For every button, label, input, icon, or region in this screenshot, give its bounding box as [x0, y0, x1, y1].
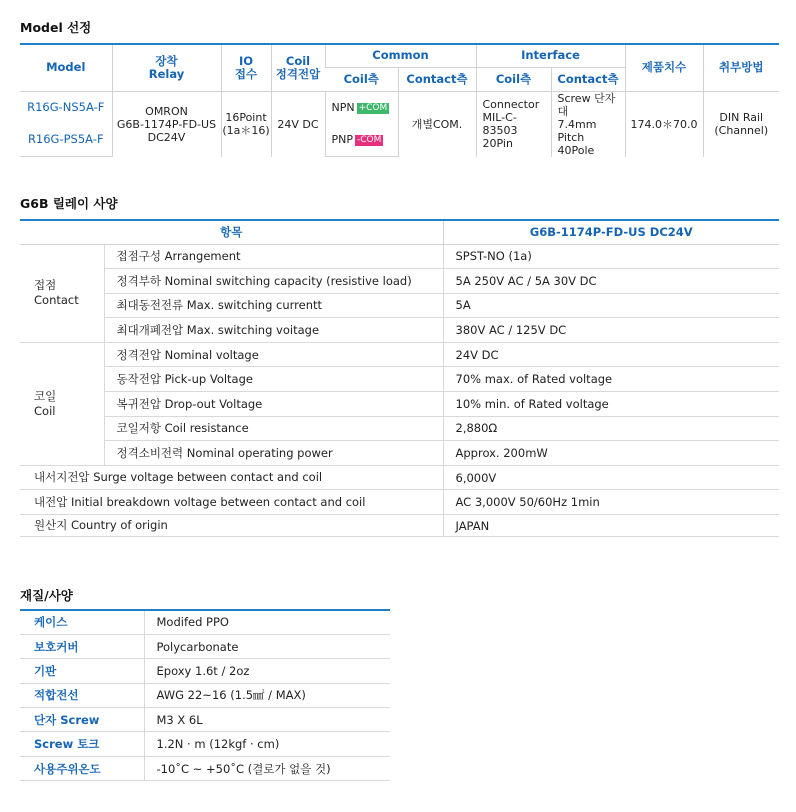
plus-com-badge: +COM	[358, 103, 388, 114]
common-coil-pnp	[325, 124, 398, 157]
interface-coil-cell: Connector MIL-C-83503 20Pin	[476, 91, 551, 157]
header-common-contact: Contact측	[398, 67, 476, 91]
spec-header-value: G6B-1174P-FD-US DC24V	[443, 220, 779, 244]
spec-header-item: 항목	[20, 220, 443, 244]
material-key: 사용주위온도	[20, 756, 144, 780]
spec-item: 정격부하 Nominal switching capacity (resistive load)	[104, 269, 443, 294]
spec-value: 70% max. of Rated voltage	[443, 367, 779, 392]
material-value: 1.2N · m (12kgf · cm)	[144, 732, 390, 756]
header-coil-voltage: Coil 정격전압	[271, 44, 325, 91]
size-cell: 174.0＊70.0	[625, 91, 703, 157]
material-key: 적합전선	[20, 683, 144, 707]
pnp-label: PNP	[331, 133, 353, 147]
material-value: -10˚C ~ +50˚C (결로가 없을 것)	[144, 756, 390, 780]
group-coil: 코일 Coil	[20, 342, 104, 465]
relay-spec-table	[20, 219, 779, 537]
spec-item: 원산지 Country of origin	[20, 515, 443, 537]
npn-label: NPN	[331, 101, 355, 115]
relay-cell: OMRON G6B-1174P-FD-US DC24V	[112, 91, 221, 157]
material-value: M3 X 6L	[144, 708, 390, 732]
interface-contact-cell: Screw 단자대 7.4mm Pitch 40Pole	[551, 91, 625, 157]
minus-com-badge: -COM	[357, 135, 382, 146]
spec-item: 최대동전전류 Max. switching currentt	[104, 293, 443, 318]
header-common-coil: Coil측	[325, 67, 398, 91]
group-contact: 접점 Contact	[20, 244, 104, 342]
io-cell: 16Point (1a＊16)	[221, 91, 271, 157]
header-model: Model	[20, 44, 112, 91]
model-name-npn: R16G-NS5A-F	[27, 100, 105, 115]
material-key: 케이스	[20, 610, 144, 634]
material-key: Screw 토크	[20, 732, 144, 756]
spec-value: 380V AC / 125V DC	[443, 318, 779, 343]
header-io: IO 접수	[221, 44, 271, 91]
spec-item: 동작전압 Pick-up Voltage	[104, 367, 443, 392]
spec-item: 내서지전압 Surge voltage between contact and coil	[20, 465, 443, 490]
common-coil-npn	[325, 91, 398, 124]
header-size: 제품치수	[625, 44, 703, 91]
section-title-model: Model 선정	[20, 20, 92, 35]
header-relay: 장착 Relay	[112, 44, 221, 91]
model-name-pnp: R16G-PS5A-F	[20, 124, 112, 157]
spec-value: 10% min. of Rated voltage	[443, 392, 779, 417]
material-key: 기판	[20, 659, 144, 683]
spec-value: Approx. 200mW	[443, 441, 779, 466]
spec-value: SPST-NO (1a)	[443, 244, 779, 269]
material-table	[20, 609, 390, 781]
model-table	[20, 43, 779, 157]
material-value: AWG 22~16 (1.5㎟ / MAX)	[144, 683, 390, 707]
section-title-relay-spec: G6B 릴레이 사양	[20, 196, 118, 211]
material-value: Modifed PPO	[144, 610, 390, 634]
spec-value: JAPAN	[443, 515, 779, 537]
spec-value: 2,880Ω	[443, 416, 779, 441]
section-title-material: 재질/사양	[20, 588, 73, 603]
material-key: 보호커버	[20, 634, 144, 658]
spec-item: 접점구성 Arrangement	[104, 244, 443, 269]
header-interface-contact: Contact측	[551, 67, 625, 91]
material-value: Polycarbonate	[144, 634, 390, 658]
material-value: Epoxy 1.6t / 2oz	[144, 659, 390, 683]
spec-item: 정격전압 Nominal voltage	[104, 342, 443, 367]
header-mount: 취부방법	[703, 44, 779, 91]
spec-item: 정격소비전력 Nominal operating power	[104, 441, 443, 466]
header-interface: Interface	[476, 44, 625, 67]
common-contact-cell: 개별COM.	[398, 91, 476, 157]
spec-item: 복귀전압 Drop-out Voltage	[104, 392, 443, 417]
spec-value: 6,000V	[443, 465, 779, 490]
mount-cell: DIN Rail (Channel)	[703, 91, 779, 157]
material-key: 단자 Screw	[20, 708, 144, 732]
spec-value: AC 3,000V 50/60Hz 1min	[443, 490, 779, 515]
header-common: Common	[325, 44, 476, 67]
spec-value: 24V DC	[443, 342, 779, 367]
spec-item: 코일저항 Coil resistance	[104, 416, 443, 441]
spec-item: 내전압 Initial breakdown voltage between contact and coil	[20, 490, 443, 515]
spec-value: 5A 250V AC / 5A 30V DC	[443, 269, 779, 294]
header-interface-coil: Coil측	[476, 67, 551, 91]
spec-value: 5A	[443, 293, 779, 318]
spec-item: 최대개폐전압 Max. switching voitage	[104, 318, 443, 343]
coil-voltage-cell: 24V DC	[271, 91, 325, 157]
